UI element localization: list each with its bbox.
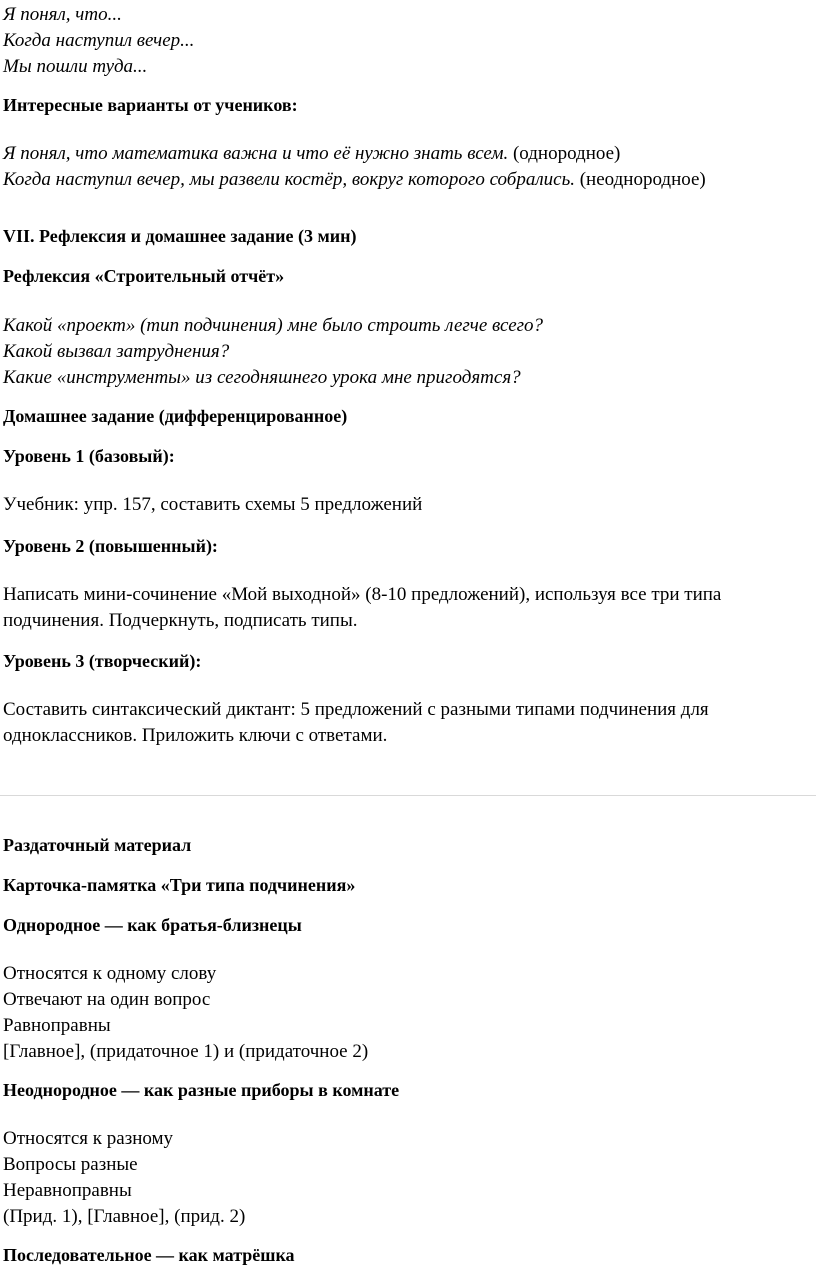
homogeneous-scheme: [Главное], (придаточное 1) и (придаточное 2) bbox=[3, 1041, 369, 1062]
example-type-note: (неоднородное) bbox=[574, 169, 706, 190]
student-variants-heading: Интересные варианты от учеников: bbox=[3, 95, 298, 115]
example-type-note: (однородное) bbox=[508, 143, 621, 164]
homogeneous-list bbox=[3, 961, 813, 1065]
example-sentence: Я понял, что математика важна и что её нужно знать всем. bbox=[3, 143, 509, 164]
heterogeneous-list bbox=[3, 1126, 813, 1230]
level-3-text: Составить синтаксический диктант: 5 предложений с разными типами подчинения для одноклассников. Приложить ключи с ответами. bbox=[3, 699, 709, 746]
memo-card-heading: Карточка-памятка «Три типа подчинения» bbox=[3, 875, 356, 895]
heterogeneous-item: Относятся к разному bbox=[3, 1128, 174, 1149]
section-7-heading: VII. Рефлексия и домашнее задание (3 мин) bbox=[3, 226, 357, 246]
homogeneous-item: Равноправны bbox=[3, 1015, 111, 1036]
student-example bbox=[3, 167, 813, 193]
example-sentence: Когда наступил вечер, мы развели костёр, вокруг которого собрались. bbox=[3, 169, 575, 190]
heterogeneous-scheme: (Прид. 1), [Главное], (прид. 2) bbox=[3, 1206, 246, 1227]
level-2-heading: Уровень 2 (повышенный): bbox=[3, 536, 218, 556]
level-1-text: Учебник: упр. 157, составить схемы 5 предложений bbox=[3, 494, 423, 515]
level-3-heading: Уровень 3 (творческий): bbox=[3, 651, 202, 671]
student-variants-examples bbox=[3, 141, 813, 193]
reflection-question: Какой «проект» (тип подчинения) мне было строить легче всего? bbox=[3, 315, 544, 336]
sequential-heading: Последовательное — как матрёшка bbox=[3, 1245, 295, 1265]
intro-line: Когда наступил вечер... bbox=[3, 30, 195, 51]
reflection-questions bbox=[3, 313, 813, 391]
intro-line: Мы пошли туда... bbox=[3, 56, 148, 77]
heterogeneous-item: Неравноправны bbox=[3, 1180, 132, 1201]
level-1-heading: Уровень 1 (базовый): bbox=[3, 446, 175, 466]
reflection-question: Какой вызвал затруднения? bbox=[3, 341, 230, 362]
intro-line: Я понял, что... bbox=[3, 4, 122, 25]
handout-heading: Раздаточный материал bbox=[3, 835, 192, 855]
heterogeneous-heading: Неоднородное — как разные приборы в комнате bbox=[3, 1080, 400, 1100]
student-example bbox=[3, 141, 813, 167]
homework-heading: Домашнее задание (дифференцированное) bbox=[3, 406, 348, 426]
reflection-question: Какие «инструменты» из сегодняшнего урока мне пригодятся? bbox=[3, 367, 521, 388]
level-2-text: Написать мини-сочинение «Мой выходной» (8-10 предложений), используя все три типа подчинения. Подчеркнуть, подписать типы. bbox=[3, 584, 722, 631]
intro-sentences bbox=[3, 2, 813, 80]
homogeneous-item: Отвечают на один вопрос bbox=[3, 989, 211, 1010]
heterogeneous-item: Вопросы разные bbox=[3, 1154, 138, 1175]
homogeneous-heading: Однородное — как братья-близнецы bbox=[3, 915, 302, 935]
homogeneous-item: Относятся к одному слову bbox=[3, 963, 217, 984]
reflection-heading: Рефлексия «Строительный отчёт» bbox=[3, 266, 285, 286]
page-divider bbox=[0, 795, 816, 796]
